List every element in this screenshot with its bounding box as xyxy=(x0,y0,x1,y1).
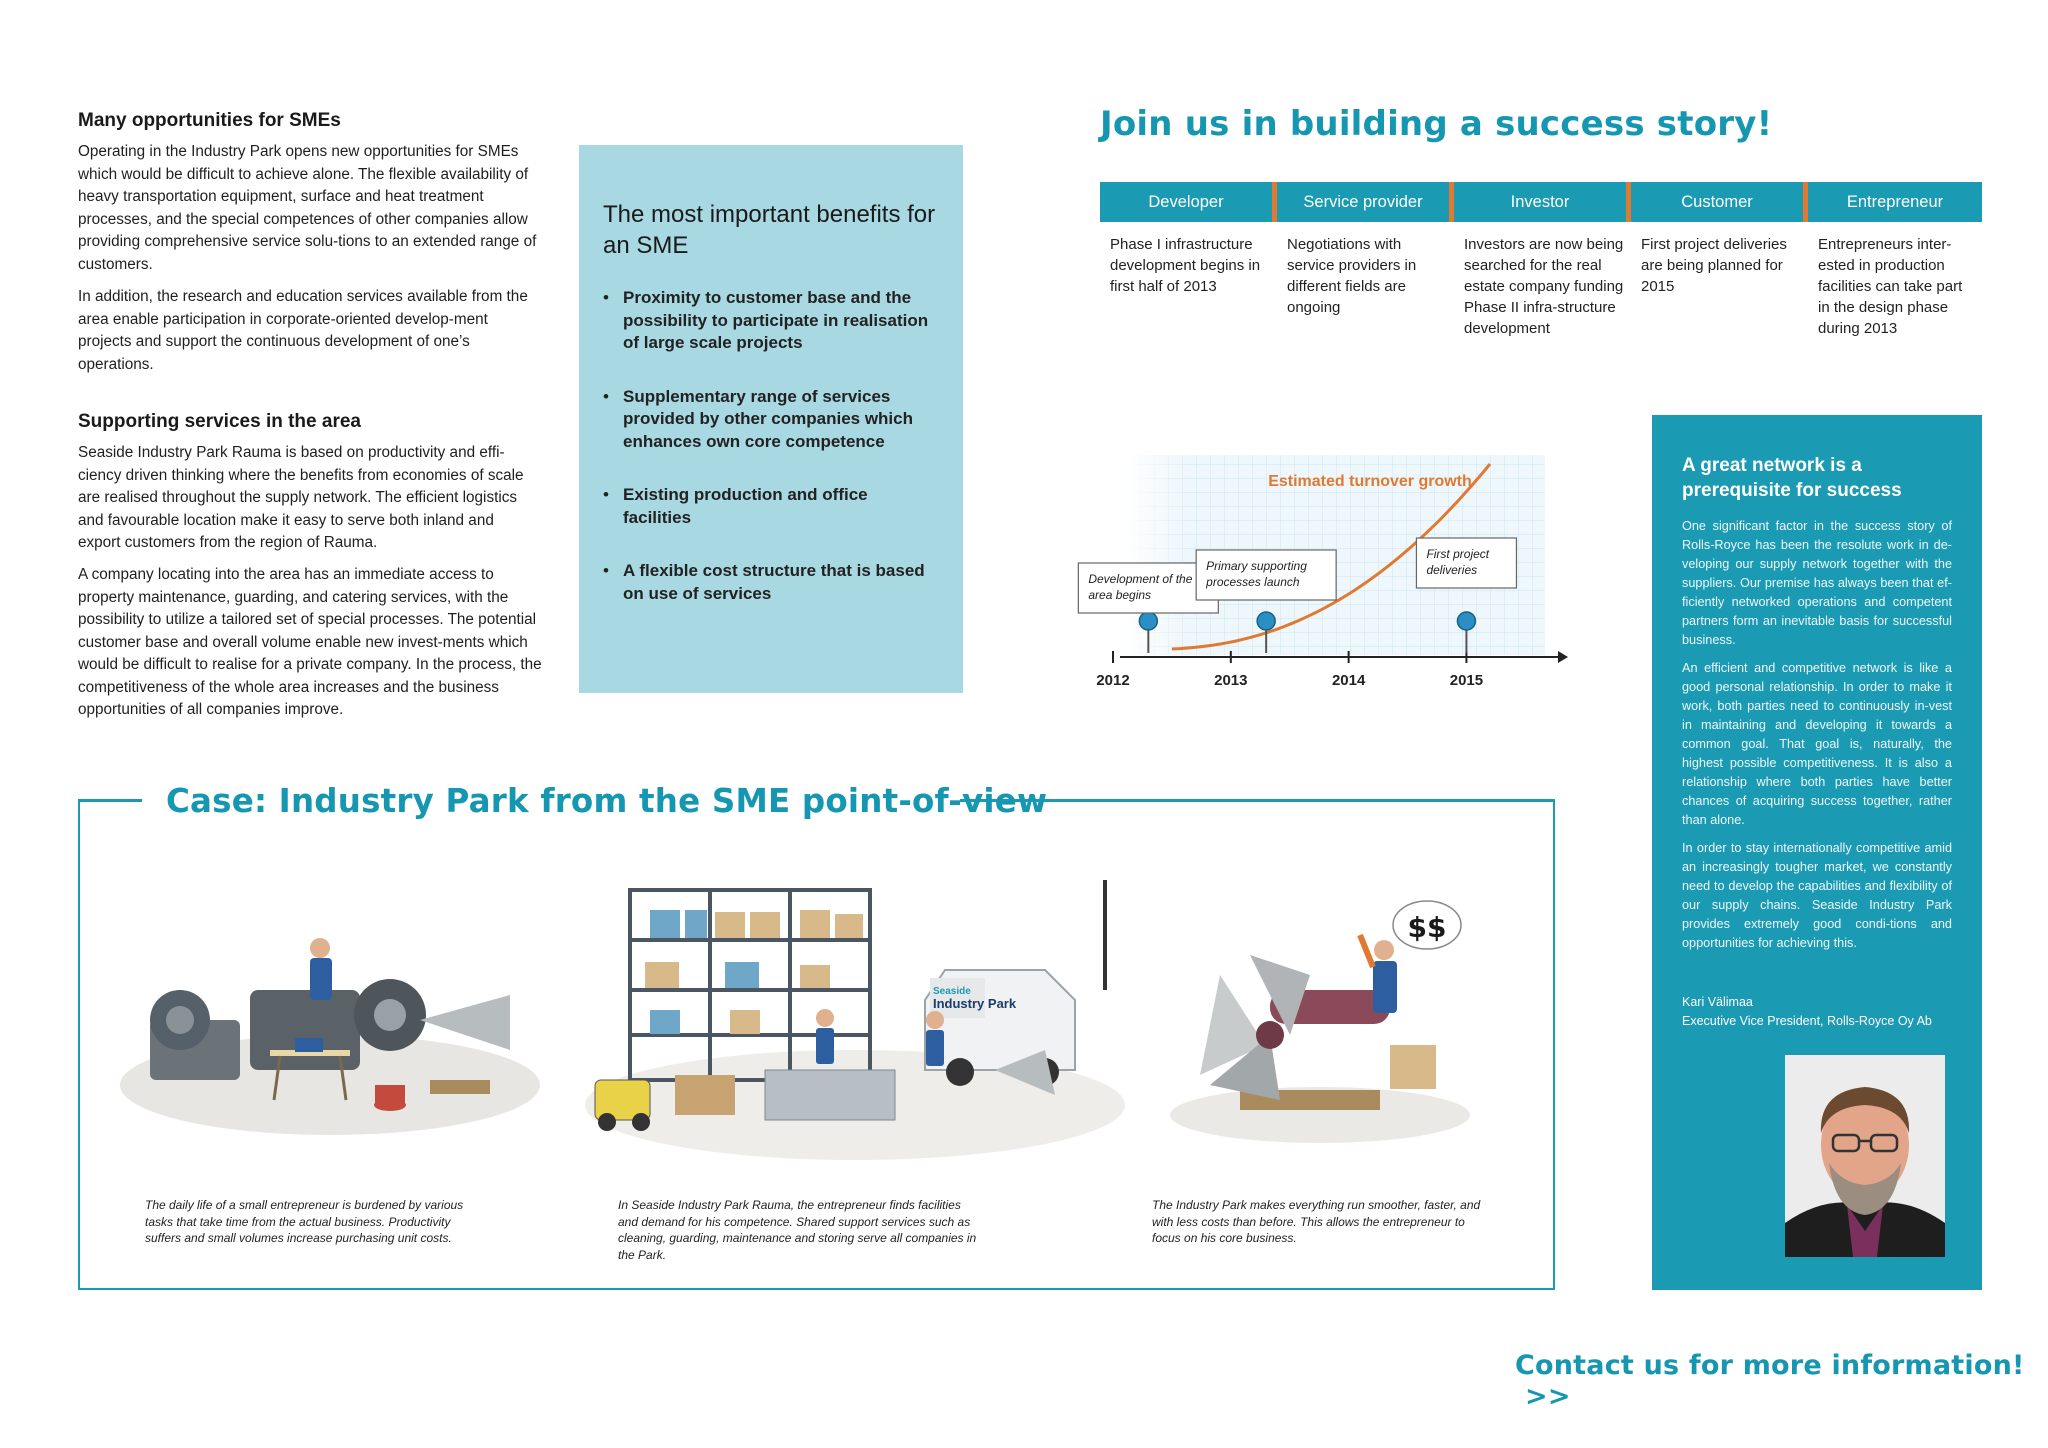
paragraph-opportunities-1: Operating in the Industry Park opens new opportunities for SMEs which would be difficult to achieve alone. The flexible availability of heavy transportation equipment, surface and heat treatment processes, and the special competences of other companies allow providing comprehensive service solu-tions to an extended range of customers. xyxy=(78,143,537,273)
role-desc-service-provider: Negotiations with service providers in different fields are ongoing xyxy=(1287,236,1417,316)
benefit-item: • Supplementary range of services provided by other companies which enhances own core competence xyxy=(603,386,939,454)
chart-title: Estimated turnover growth xyxy=(1268,473,1472,490)
milestone-label: deliveries xyxy=(1426,563,1478,577)
role-header-entrepreneur: Entrepreneur xyxy=(1808,182,1982,222)
paragraph-supporting-2: A company locating into the area has an immediate access to property maintenance, guarding, and catering services, with the possibility to utilize a tailored set of special processes. The potential customer base and overall volume enable new invest-ments which would be difficult to realise for a private company. In the process, the competitiveness of the whole area increases and the business opportunities of all companies improve. xyxy=(78,566,542,718)
network-paragraph-1: One significant factor in the success story of Rolls-Royce has been the resolute work in de-veloping our supply network together with the suppliers. Our premise has always been that ef-ficiently networked operations and competent partners form an inevitable basis for successful business. xyxy=(1682,519,1952,647)
milestone-label: area begins xyxy=(1088,588,1152,602)
role-header-developer: Developer xyxy=(1100,182,1272,222)
benefits-box xyxy=(579,145,963,693)
contact-link[interactable] xyxy=(1515,1350,2048,1412)
milestone-label: First project xyxy=(1426,547,1490,561)
benefits-list xyxy=(603,287,939,605)
illustration-cluttered-workshop xyxy=(90,900,570,1160)
x-axis-arrow xyxy=(1558,651,1568,663)
role-header-customer: Customer xyxy=(1631,182,1803,222)
milestone-label: Primary supporting xyxy=(1206,559,1307,573)
portrait-photo xyxy=(1785,1055,1945,1257)
speech-bubble-dollars: $$ xyxy=(1407,911,1447,944)
role-desc-investor: Investors are now being searched for the real estate company funding Phase II infra-structure development xyxy=(1464,236,1624,337)
role-desc-customer: First project deliveries are being planned for 2015 xyxy=(1641,236,1787,295)
illustration-propeller-success xyxy=(1160,895,1480,1155)
van-logo-line1: Seaside xyxy=(933,986,971,997)
benefits-title: The most important benefits for an SME xyxy=(603,201,936,259)
case-title: Case: Industry Park from the SME point-of-view xyxy=(166,782,1048,820)
paragraph-supporting-1: Seaside Industry Park Rauma is based on productivity and effi-ciency driven thinking where the benefits from economies of scale are realised throughout the supply network. The efficient logistics and favourable location make it easy to serve both inland and export customers from the region of Rauma. xyxy=(78,444,524,551)
van-logo-line2: Industry Park xyxy=(933,996,1017,1011)
section-title-opportunities: Many opportunities for SMEs xyxy=(78,110,341,131)
benefit-item: • A flexible cost structure that is based on use of services xyxy=(603,560,939,605)
benefit-item: • Proximity to customer base and the possibility to participate in realisation of large scale projects xyxy=(603,287,939,355)
milestone-label: Development of the xyxy=(1088,572,1193,586)
role-header-investor: Investor xyxy=(1454,182,1626,222)
caption-industry-park: In Seaside Industry Park Rauma, the entrepreneur finds facilities and demand for his competence. Shared support services such as cleaning, guarding, maintenance and storing serve all companies in the Park. xyxy=(618,1198,977,1262)
x-tick-label: 2013 xyxy=(1214,672,1248,689)
signature-title: Executive Vice President, Rolls-Royce Oy Ab xyxy=(1682,1014,1932,1028)
milestone-pin xyxy=(1257,612,1275,630)
milestone-pin xyxy=(1139,612,1157,630)
caption-propeller: The Industry Park makes everything run smoother, faster, and with less costs than before. This allows the entrepreneur to focus on his core business. xyxy=(1152,1198,1481,1245)
section-title-supporting-services: Supporting services in the area xyxy=(78,411,361,432)
role-desc-entrepreneur: Entrepreneurs inter-ested in production facilities can take part in the design phase during 2013 xyxy=(1818,236,1963,337)
role-desc-developer: Phase I infrastructure development begins in first half of 2013 xyxy=(1110,236,1261,295)
benefit-item: • Existing production and office facilities xyxy=(603,484,939,529)
milestone-label: processes launch xyxy=(1206,575,1300,589)
join-title: Join us in building a success story! xyxy=(1100,104,1773,144)
x-tick-label: 2012 xyxy=(1096,672,1130,689)
network-paragraph-3: In order to stay internationally competitive amid an increasingly tougher market, we constantly need to develop the capabilities and flexibility of our supply chains. Seaside Industry Park provides extremely good condi-tions and opportunities for achieving this. xyxy=(1682,841,1952,950)
x-tick-label: 2015 xyxy=(1449,672,1484,689)
double-chevron-right-icon: >> xyxy=(1525,1381,1571,1412)
caption-workshop: The daily life of a small entrepreneur is burdened by various tasks that take time from the actual business. Productivity suffers and small volumes increase purchasing unit costs. xyxy=(145,1198,464,1245)
illustration-industry-park xyxy=(555,870,1145,1180)
signature-name: Kari Välimaa xyxy=(1682,995,1753,1009)
paragraph-opportunities-2: In addition, the research and education services available from the area enable participation in corporate-oriented develop-ment projects and support the continuous development of one’s operations. xyxy=(78,288,528,373)
milestone-pin xyxy=(1457,612,1475,630)
contact-link-label: Contact us for more information! xyxy=(1515,1350,2025,1381)
role-header-service-provider: Service provider xyxy=(1277,182,1449,222)
turnover-chart xyxy=(1070,450,1590,700)
network-paragraph-2: An efficient and competitive network is like a good personal relationship. In order to make it work, both parties need to continuously in-vest in maintaining and developing it towards a common goal. That goal is, naturally, the highest possible competitiveness. It is also a relationship where both parties have better chances of acquiring success together, rather than alone. xyxy=(1682,661,1952,827)
network-title: A great network is a prerequisite for success xyxy=(1682,455,1902,501)
x-tick-label: 2014 xyxy=(1331,672,1366,689)
